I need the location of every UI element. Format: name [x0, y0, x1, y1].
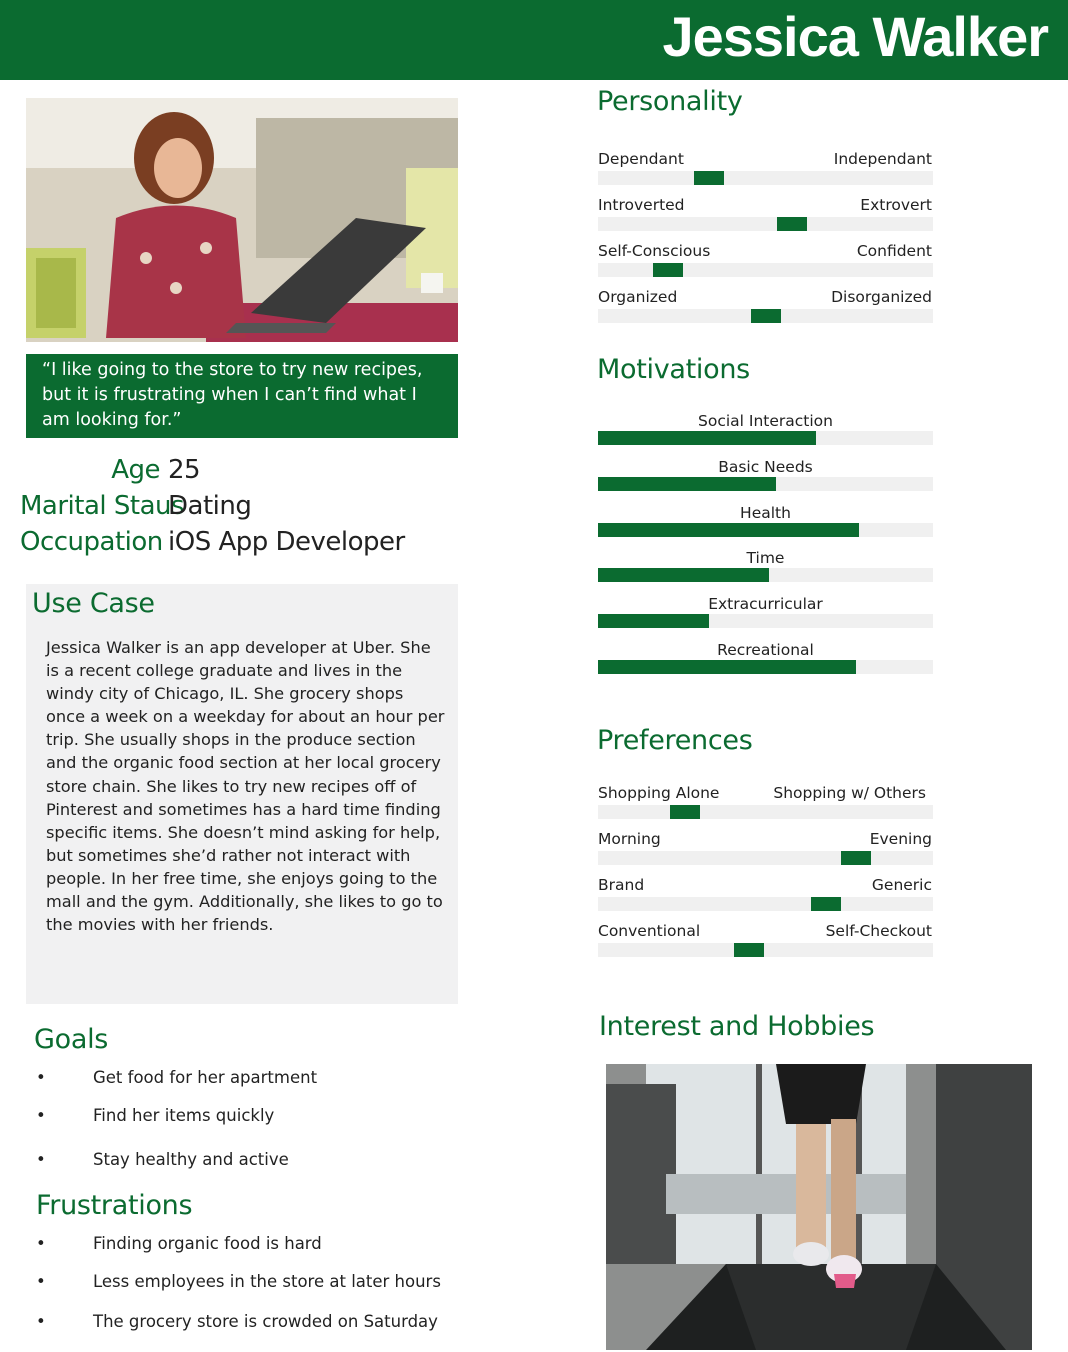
- personality-scale: [598, 240, 934, 286]
- bar-fill: [598, 568, 769, 582]
- personality-scale: [598, 286, 934, 332]
- scale-right-label: Self-Checkout: [825, 922, 932, 940]
- motivation-label: Health: [740, 503, 791, 522]
- scale-left-label: Morning: [598, 830, 661, 848]
- fact-occupation: [20, 524, 450, 560]
- list-item: [30, 1150, 450, 1188]
- motivation-bar: [598, 410, 934, 456]
- persona-facts: [20, 452, 450, 560]
- fact-value: 25: [168, 455, 201, 485]
- scale-marker: [751, 309, 781, 323]
- motivation-bar: [598, 639, 934, 685]
- motivation-label: Time: [746, 549, 785, 568]
- scale-marker: [734, 943, 764, 957]
- scale-right-label: Shopping w/ Others: [773, 784, 926, 802]
- preference-scale: [598, 828, 934, 874]
- personality-scale: [598, 148, 934, 194]
- bar-track: [598, 523, 933, 537]
- goals-list: [30, 1068, 450, 1182]
- goal-text: Get food for her apartment: [93, 1068, 318, 1087]
- persona-name: Jessica Walker: [662, 5, 1048, 68]
- fact-marital-status: [20, 488, 450, 524]
- fact-value: iOS App Developer: [168, 527, 405, 557]
- motivation-bar: [598, 547, 934, 593]
- bullet: •: [36, 1150, 46, 1169]
- header-bar: [0, 0, 1068, 80]
- motivation-bar: [598, 502, 934, 548]
- scale-right-label: Independant: [833, 150, 932, 168]
- personality-scales: [598, 148, 934, 332]
- bar-fill: [598, 614, 709, 628]
- bar-fill: [598, 431, 816, 445]
- motivation-label: Extracurricular: [708, 595, 823, 614]
- scale-track: [598, 263, 933, 277]
- scale-marker: [811, 897, 841, 911]
- bar-track: [598, 477, 933, 491]
- scale-track: [598, 943, 933, 957]
- bullet: •: [36, 1234, 46, 1253]
- scale-right-label: Evening: [869, 830, 932, 848]
- scale-track: [598, 217, 933, 231]
- motivation-label: Recreational: [717, 640, 814, 659]
- preference-scale: [598, 874, 934, 920]
- fact-label: Age: [111, 455, 160, 485]
- list-item: [30, 1106, 450, 1144]
- list-item: [30, 1234, 450, 1272]
- use-case-body: Jessica Walker is an app developer at Uber. She is a recent college graduate and lives in the windy city of Chicago, IL. She grocery shops once a week on a weekday for about an hour per trip. She usually shops in the produce section and the organic food section at her local grocery store chain. She likes to try new recipes off of Pinterest and sometimes has a hard time finding specific items. She doesn’t mind asking for help, but sometimes she’d rather not interact with people. In her free time, she enjoys going to the mall and the gym. Additionally, she likes to go to the movies with her friends.: [46, 638, 445, 935]
- scale-left-label: Introverted: [598, 196, 685, 214]
- bullet: •: [36, 1272, 46, 1291]
- use-case-title: Use Case: [32, 588, 155, 619]
- motivations-title: Motivations: [597, 354, 750, 385]
- bar-fill: [598, 660, 856, 674]
- scale-track: [598, 805, 933, 819]
- use-case-panel: [26, 584, 458, 1004]
- fact-label: Marital Staus: [20, 491, 185, 521]
- persona-quote: “I like going to the store to try new recipes, but it is frustrating when I can’t find what I am looking for.”: [26, 354, 458, 438]
- persona-photo: [26, 98, 458, 342]
- scale-left-label: Conventional: [598, 922, 701, 940]
- list-item: [30, 1068, 450, 1106]
- scale-track: [598, 171, 933, 185]
- scale-left-label: Organized: [598, 288, 678, 306]
- hobby-photo: [606, 1064, 1032, 1350]
- scale-marker: [670, 805, 700, 819]
- scale-right-label: Confident: [856, 242, 932, 260]
- list-item: [30, 1272, 450, 1310]
- preference-scale: [598, 920, 934, 966]
- bar-fill: [598, 477, 776, 491]
- fact-age: [20, 452, 450, 488]
- bar-track: [598, 614, 933, 628]
- frustrations-list: [30, 1234, 450, 1348]
- bar-fill: [598, 523, 859, 537]
- scale-right-label: Generic: [871, 876, 932, 894]
- list-item: [30, 1312, 450, 1350]
- fact-value: Dating: [168, 491, 252, 521]
- scale-track: [598, 851, 933, 865]
- scale-track: [598, 897, 933, 911]
- motivation-bar: [598, 456, 934, 502]
- motivation-label: Basic Needs: [718, 457, 813, 476]
- scale-marker: [694, 171, 724, 185]
- scale-left-label: Dependant: [598, 150, 684, 168]
- scale-left-label: Brand: [598, 876, 645, 894]
- goal-text: Find her items quickly: [93, 1106, 275, 1125]
- motivation-bar: [598, 593, 934, 639]
- preferences-title: Preferences: [597, 725, 753, 756]
- scale-marker: [777, 217, 807, 231]
- bullet: •: [36, 1312, 46, 1331]
- preference-scales: [598, 782, 934, 966]
- bullet: •: [36, 1068, 46, 1087]
- scale-right-label: Extrovert: [860, 196, 932, 214]
- preference-scale: [598, 782, 934, 828]
- bullet: •: [36, 1106, 46, 1125]
- scale-left-label: Shopping Alone: [598, 784, 720, 802]
- personality-scale: [598, 194, 934, 240]
- scale-right-label: Disorganized: [831, 288, 932, 306]
- frustration-text: The grocery store is crowded on Saturday: [93, 1312, 438, 1331]
- frustration-text: Finding organic food is hard: [93, 1234, 322, 1253]
- scale-marker: [841, 851, 871, 865]
- goals-title: Goals: [34, 1024, 109, 1055]
- frustration-text: Less employees in the store at later hours: [93, 1272, 441, 1291]
- scale-track: [598, 309, 933, 323]
- motivation-label: Social Interaction: [698, 412, 833, 430]
- bar-track: [598, 660, 933, 674]
- hobbies-title: Interest and Hobbies: [599, 1011, 875, 1042]
- personality-title: Personality: [597, 86, 743, 117]
- bar-track: [598, 568, 933, 582]
- fact-label: Occupation: [20, 527, 163, 557]
- goal-text: Stay healthy and active: [93, 1150, 289, 1169]
- scale-left-label: Self-Conscious: [598, 242, 711, 260]
- motivations-bars: [598, 410, 934, 685]
- frustrations-title: Frustrations: [36, 1190, 193, 1221]
- scale-marker: [653, 263, 683, 277]
- bar-track: [598, 431, 933, 445]
